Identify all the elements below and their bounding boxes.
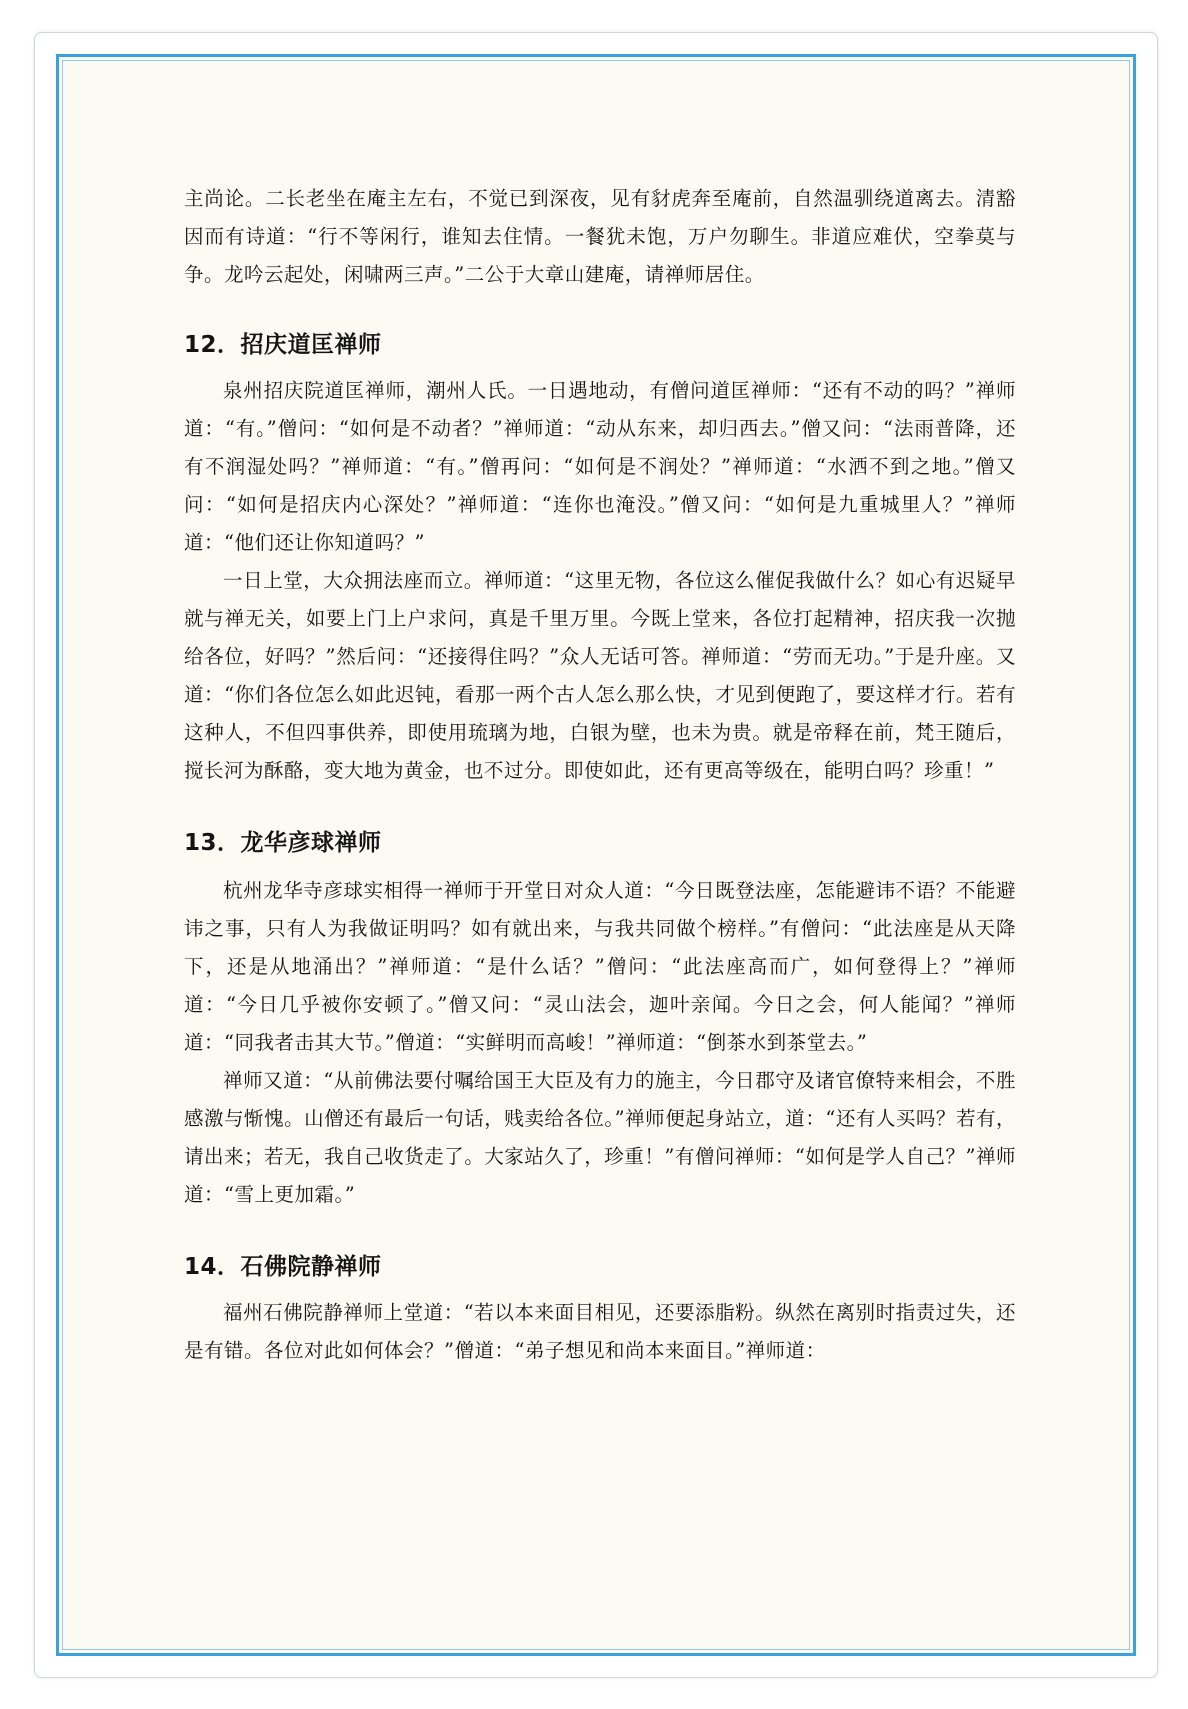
section-heading-12: 12．招庆道匡禅师: [184, 332, 382, 358]
section-12-paragraph-2: 一日上堂，大众拥法座而立。禅师道：“这里无物，各位这么催促我做什么？如心有迟疑早就与禅无关，如要上门上户求问，真是千里万里。今既上堂来，各位打起精神，招庆我一次抛给各位，好吗？”然后问：“还接得住吗？”众人无话可答。禅师道：“劳而无功。”于是升座。又道：“你们各位怎么如此迟钝，看那一两个古人怎么那么快，才见到便跑了，要这样才行。若有这种人，不但四事供养，即使用琉璃为地，白银为壁，也未为贵。就是帝释在前，梵王随后，搅长河为酥酪，变大地为黄金，也不过分。即使如此，还有更高等级在，能明白吗？珍重！”: [184, 569, 1016, 782]
page-body: [184, 180, 1016, 1370]
section-heading-14: 14．石佛院静禅师: [184, 1254, 382, 1280]
section-13-paragraph-2: 禅师又道：“从前佛法要付嘱给国王大臣及有力的施主，今日郡守及诸官僚特来相会，不胜感激与惭愧。山僧还有最后一句话，贱卖给各位。”禅师便起身站立，道：“还有人买吗？若有，请出来；若无，我自己收货走了。大家站久了，珍重！”有僧问禅师：“如何是学人自己？”禅师道：“雪上更加霜。”: [184, 1069, 1016, 1206]
section-13-paragraph-1: 杭州龙华寺彦球实相得一禅师于开堂日对众人道：“今日既登法座，怎能避讳不语？不能避讳之事，只有人为我做证明吗？如有就出来，与我共同做个榜样。”有僧问：“此法座是从天降下，还是从地涌出？”禅师道：“是什么话？”僧问：“此法座高而广，如何登得上？”禅师道：“今日几乎被你安顿了。”僧又问：“灵山法会，迦叶亲闻。今日之会，何人能闻？”禅师道：“同我者击其大节。”僧道：“实鲜明而高峻！”禅师道：“倒茶水到茶堂去。”: [184, 879, 1016, 1054]
intro-paragraph: 主尚论。二长老坐在庵主左右，不觉已到深夜，见有豺虎奔至庵前，自然温驯绕道离去。清豁因而有诗道：“行不等闲行，谁知去住情。一餐犹未饱，万户勿聊生。非道应难伏，空拳莫与争。龙吟云起处，闲啸两三声。”二公于大章山建庵，请禅师居住。: [184, 187, 1016, 286]
section-12-paragraph-1: 泉州招庆院道匡禅师，潮州人氏。一日遇地动，有僧问道匡禅师：“还有不动的吗？”禅师道：“有。”僧问：“如何是不动者？”禅师道：“动从东来，却归西去。”僧又问：“法雨普降，还有不润湿处吗？”禅师道：“有。”僧再问：“如何是不润处？”禅师道：“水洒不到之地。”僧又问：“如何是招庆内心深处？”禅师道：“连你也淹没。”僧又问：“如何是九重城里人？”禅师道：“他们还让你知道吗？”: [184, 379, 1016, 554]
section-14-paragraph-1: 福州石佛院静禅师上堂道：“若以本来面目相见，还要添脂粉。纵然在离别时指责过失，还是有错。各位对此如何体会？”僧道：“弟子想见和尚本来面目。”禅师道：: [184, 1301, 1016, 1362]
section-heading-13: 13．龙华彦球禅师: [184, 830, 382, 856]
